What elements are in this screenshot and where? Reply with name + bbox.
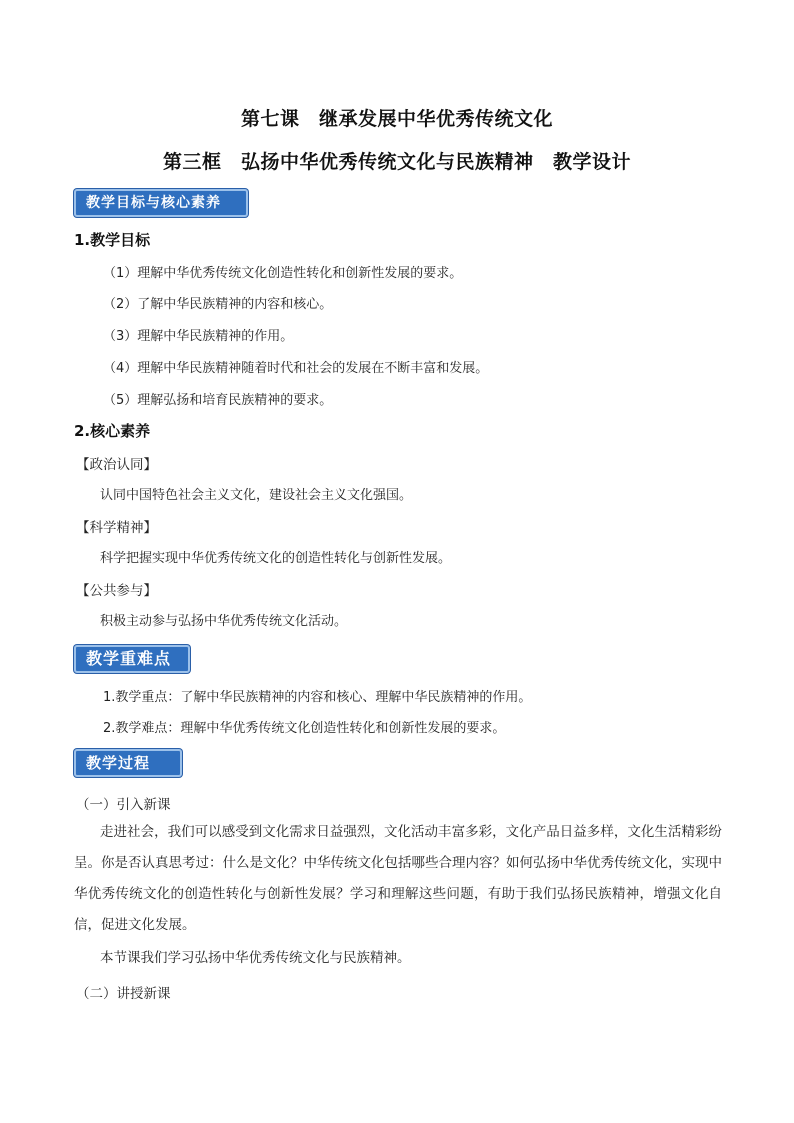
lesson-subtitle: 第三框 弘扬中华优秀传统文化与民族精神 教学设计 [162,151,631,173]
goal-item: （2）了解中华民族精神的内容和核心。 [103,297,333,312]
goal-item: （4）理解中华民族精神随着时代和社会的发展在不断丰富和发展。 [103,361,489,376]
literacy-heading: 2.核心素养 [74,422,151,440]
key-point-item: 2.教学难点：理解中华优秀传统文化创造性转化和创新性发展的要求。 [103,721,506,736]
literacy-tag: 【政治认同】 [76,457,157,473]
key-points-badge: 教学重难点 [74,645,190,673]
intro-paragraph-2: 本节课我们学习弘扬中华优秀传统文化与民族精神。 [100,950,411,966]
literacy-text: 认同中国特色社会主义文化，建设社会主义文化强国。 [100,488,413,503]
lesson-title: 第七课 继承发展中华优秀传统文化 [240,108,553,130]
goals-badge: 教学目标与核心素养 [74,189,248,217]
literacy-tag: 【科学精神】 [76,520,157,536]
process-badge: 教学过程 [74,749,182,777]
literacy-tag: 【公共参与】 [76,583,157,599]
goals-heading: 1.教学目标 [74,231,151,249]
goal-item: （1）理解中华优秀传统文化创造性转化和创新性发展的要求。 [103,266,463,281]
literacy-text: 积极主动参与弘扬中华优秀传统文化活动。 [100,614,348,629]
goal-item: （5）理解弘扬和培育民族精神的要求。 [103,393,333,408]
goal-item: （3）理解中华民族精神的作用。 [103,329,294,344]
new-lesson-heading: （二）讲授新课 [76,986,171,1002]
intro-heading: （一）引入新课 [76,797,171,813]
key-point-item: 1.教学重点：了解中华民族精神的内容和核心、理解中华民族精神的作用。 [103,690,532,705]
intro-paragraph: 走进社会，我们可以感受到文化需求日益强烈，文化活动丰富多彩，文化产品日益多样，文化生活精彩纷呈。你是否认真思考过：什么是文化？中华传统文化包括哪些合理内容？如何弘扬中华优秀传统文化，实现中华优秀传统文化的创造性转化与创新性发展？学习和理解这些问题，有助于我们弘扬民族精神，增强文化自信，促进文化发展。 [74,824,722,933]
literacy-text: 科学把握实现中华优秀传统文化的创造性转化与创新性发展。 [100,551,452,566]
